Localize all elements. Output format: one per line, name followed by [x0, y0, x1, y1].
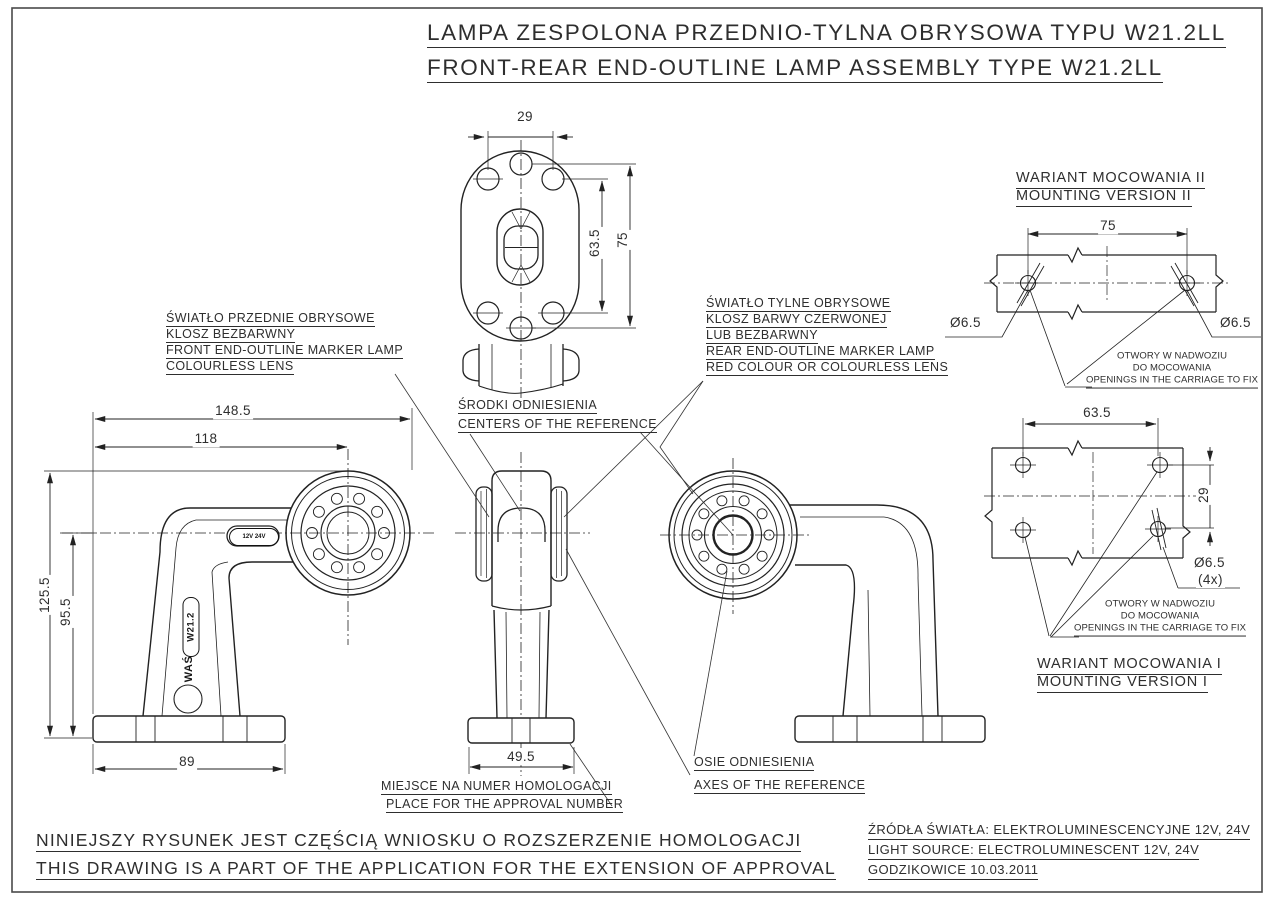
centers-reference-label-en: CENTERS OF THE REFERENCE: [458, 417, 657, 433]
brand-marking: WAŚ: [183, 655, 195, 683]
mounting2-dia-left: Ø6.5: [950, 315, 981, 330]
mounting1-note-line3: OPENINGS IN THE CARRIAGE TO FIX: [1074, 624, 1246, 637]
mounting2-dim-75: 75: [1100, 218, 1116, 234]
mounting1-dia: Ø6.5: [1194, 555, 1225, 570]
footer-note-en: THIS DRAWING IS A PART OF THE APPLICATION FOR THE EXTENSION OF APPROVAL: [36, 858, 836, 880]
model-marking: W21.2: [183, 597, 200, 657]
side-view-right: [660, 458, 985, 742]
mounting1-note-line1: OTWORY W NADWOZIU: [1104, 598, 1216, 610]
drawing-title-en: FRONT-REAR END-OUTLINE LAMP ASSEMBLY TYPE W21.2LL: [427, 55, 1163, 83]
mounting2-dia-right: Ø6.5: [1220, 315, 1251, 330]
front-base: [468, 718, 574, 743]
front-lamp-label-line1: ŚWIATŁO PRZEDNIE OBRYSOWE: [166, 311, 375, 327]
front-lamp-label-line2: KLOSZ BEZBARWNY: [166, 327, 295, 343]
dim-125-5: 125.5: [37, 577, 53, 613]
mounting1-title-pl: WARIANT MOCOWANIA I: [1037, 656, 1222, 675]
dim-75: 75: [615, 232, 631, 248]
dim-49-5: 49.5: [507, 749, 535, 765]
mounting2-title-pl: WARIANT MOCOWANIA II: [1016, 170, 1205, 189]
mounting1-dia-qty: (4x): [1198, 572, 1223, 587]
drawing-title-pl: LAMPA ZESPOLONA PRZEDNIO-TYLNA OBRYSOWA TYPU W21.2LL: [427, 20, 1226, 48]
voltage-marking: 12V 24V: [229, 528, 279, 546]
axes-reference-label-en: AXES OF THE REFERENCE: [694, 778, 865, 794]
mounting1-note-line2: DO MOCOWANIA: [1120, 610, 1200, 622]
rear-lens-edge: [551, 487, 567, 581]
right-base: [795, 716, 985, 742]
dim-95-5: 95.5: [58, 598, 74, 626]
light-source-pl: ŹRÓDŁA ŚWIATŁA: ELEKTROLUMINESCENCYJNE 12V, 24V: [868, 823, 1250, 840]
approval-place-label-pl: MIEJSCE NA NUMER HOMOLOGACJI: [381, 779, 612, 795]
dim-63-5: 63.5: [587, 229, 603, 257]
centers-reference-label-pl: ŚRODKI ODNIESIENIA: [458, 398, 597, 414]
mounting2-note-line1: OTWORY W NADWOZIU: [1116, 350, 1228, 362]
mounting1-title-en: MOUNTING VERSION I: [1037, 674, 1208, 693]
rear-lamp-label-line5: RED COLOUR OR COLOURLESS LENS: [706, 360, 948, 376]
mounting2-note-line3: OPENINGS IN THE CARRIAGE TO FIX: [1086, 376, 1258, 389]
rear-lamp-label-line3: LUB BEZBARWNY: [706, 328, 818, 344]
place-date: GODZIKOWICE 10.03.2011: [868, 863, 1038, 880]
dim-89: 89: [179, 754, 195, 770]
rear-lamp-label-line1: ŚWIATŁO TYLNE OBRYSOWE: [706, 296, 891, 312]
rear-lamp-label-line2: KLOSZ BARWY CZERWONEJ: [706, 312, 887, 328]
front-lamp-label-line3: FRONT END-OUTLINE MARKER LAMP: [166, 343, 403, 359]
side-view-left: [62, 449, 436, 742]
dim-148-5: 148.5: [215, 403, 251, 419]
dim-29: 29: [517, 109, 533, 125]
left-base: [93, 716, 285, 742]
mounting2-note-line2: DO MOCOWANIA: [1132, 362, 1212, 374]
dim-118: 118: [194, 431, 218, 447]
rear-lamp-label-line4: REAR END-OUTLINE MARKER LAMP: [706, 344, 935, 360]
mounting1-dim-63-5: 63.5: [1083, 405, 1111, 421]
axes-reference-label-pl: OSIE ODNIESIENIA: [694, 755, 814, 771]
approval-place-label-en: PLACE FOR THE APPROVAL NUMBER: [386, 797, 623, 813]
front-lamp-label-line4: COLOURLESS LENS: [166, 359, 294, 375]
light-source-en: LIGHT SOURCE: ELECTROLUMINESCENT 12V, 24V: [868, 843, 1199, 860]
footer-note-pl: NINIEJSZY RYSUNEK JEST CZĘŚCIĄ WNIOSKU O ROZSZERZENIE HOMOLOGACJI: [36, 830, 801, 852]
front-view: [455, 452, 590, 776]
mounting-plate-2: [945, 246, 1261, 387]
mounting2-title-en: MOUNTING VERSION II: [1016, 188, 1192, 207]
top-view: [461, 140, 579, 402]
mounting1-dim-29: 29: [1196, 487, 1212, 503]
